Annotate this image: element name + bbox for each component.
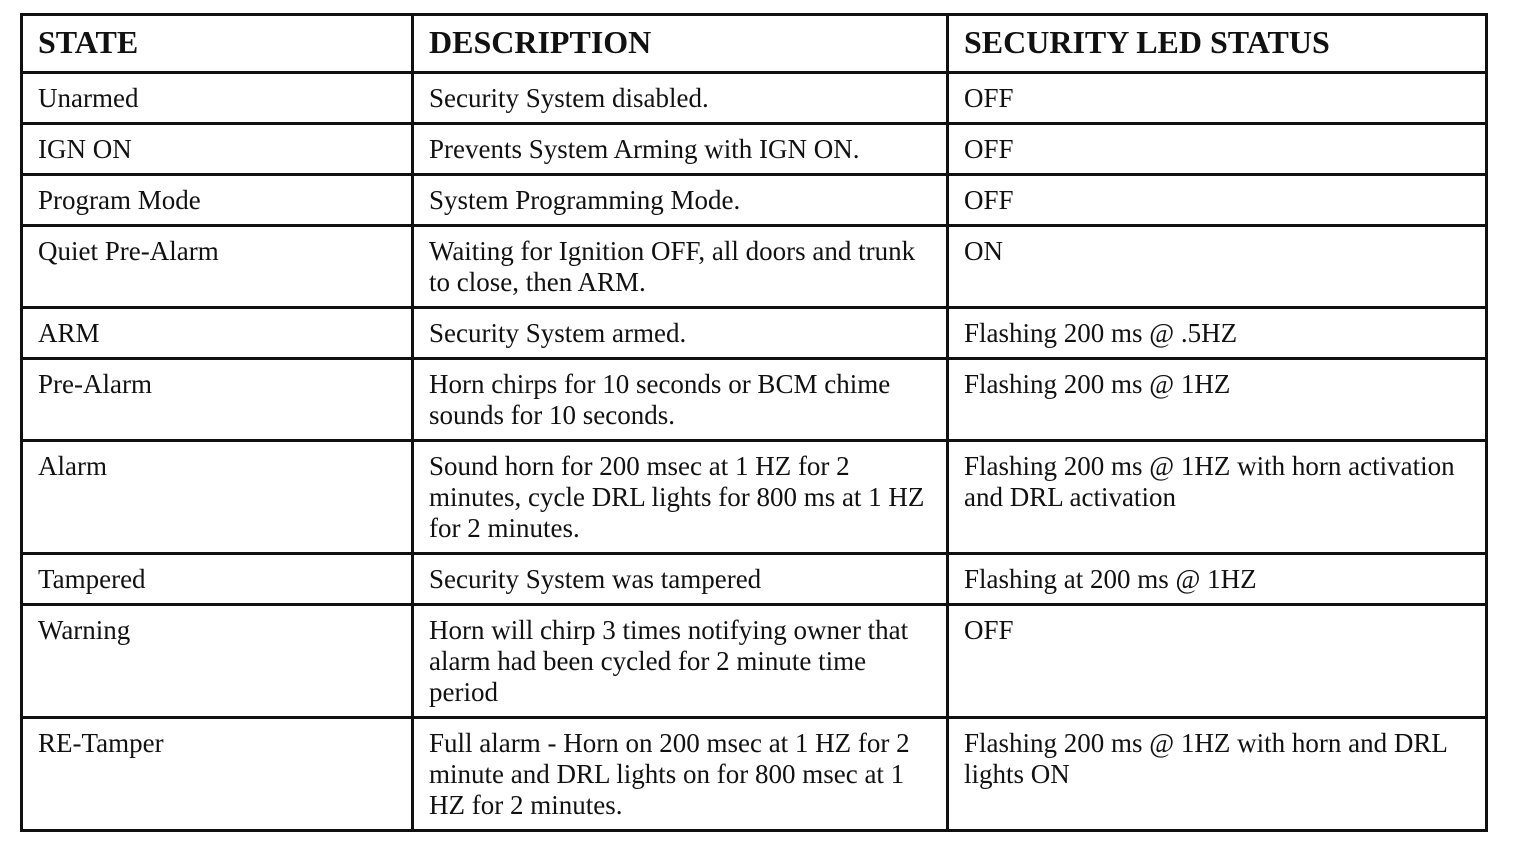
header-led-status: SECURITY LED STATUS — [948, 15, 1487, 73]
led-status-cell: OFF — [948, 124, 1487, 175]
led-status-cell: Flashing 200 ms @ .5HZ — [948, 308, 1487, 359]
description-cell: Security System disabled. — [413, 73, 948, 124]
description-cell: Horn will chirp 3 times notifying owner that alarm had been cycled for 2 minute time period — [413, 605, 948, 718]
description-cell: Waiting for Ignition OFF, all doors and trunk to close, then ARM. — [413, 226, 948, 308]
description-cell: Prevents System Arming with IGN ON. — [413, 124, 948, 175]
table-row — [22, 718, 1487, 831]
state-cell: IGN ON — [22, 124, 413, 175]
led-status-cell: Flashing 200 ms @ 1HZ — [948, 359, 1487, 441]
state-cell: Pre-Alarm — [22, 359, 413, 441]
table-row — [22, 73, 1487, 124]
led-status-cell: Flashing 200 ms @ 1HZ with horn and DRL lights ON — [948, 718, 1487, 831]
table-row — [22, 226, 1487, 308]
header-row — [22, 15, 1487, 73]
header-description: DESCRIPTION — [413, 15, 948, 73]
table-row — [22, 308, 1487, 359]
state-cell: Quiet Pre-Alarm — [22, 226, 413, 308]
table-row — [22, 441, 1487, 554]
description-cell: Full alarm - Horn on 200 msec at 1 HZ for 2 minute and DRL lights on for 800 msec at 1 HZ for 2 minutes. — [413, 718, 948, 831]
header-state: STATE — [22, 15, 413, 73]
led-status-cell: OFF — [948, 175, 1487, 226]
led-status-cell: OFF — [948, 605, 1487, 718]
state-cell: Warning — [22, 605, 413, 718]
state-cell: RE-Tamper — [22, 718, 413, 831]
led-status-cell: Flashing 200 ms @ 1HZ with horn activation and DRL activation — [948, 441, 1487, 554]
state-cell: Unarmed — [22, 73, 413, 124]
table-row — [22, 175, 1487, 226]
table-row — [22, 124, 1487, 175]
description-cell: Horn chirps for 10 seconds or BCM chime sounds for 10 seconds. — [413, 359, 948, 441]
table-row — [22, 359, 1487, 441]
description-cell: Security System armed. — [413, 308, 948, 359]
led-status-cell: Flashing at 200 ms @ 1HZ — [948, 554, 1487, 605]
led-status-cell: OFF — [948, 73, 1487, 124]
state-cell: Tampered — [22, 554, 413, 605]
description-cell: Security System was tampered — [413, 554, 948, 605]
led-status-cell: ON — [948, 226, 1487, 308]
state-cell: ARM — [22, 308, 413, 359]
description-cell: System Programming Mode. — [413, 175, 948, 226]
description-cell: Sound horn for 200 msec at 1 HZ for 2 minutes, cycle DRL lights for 800 ms at 1 HZ for 2 minutes. — [413, 441, 948, 554]
table-row — [22, 605, 1487, 718]
state-cell: Program Mode — [22, 175, 413, 226]
table-row — [22, 554, 1487, 605]
state-cell: Alarm — [22, 441, 413, 554]
security-state-table — [20, 13, 1488, 832]
